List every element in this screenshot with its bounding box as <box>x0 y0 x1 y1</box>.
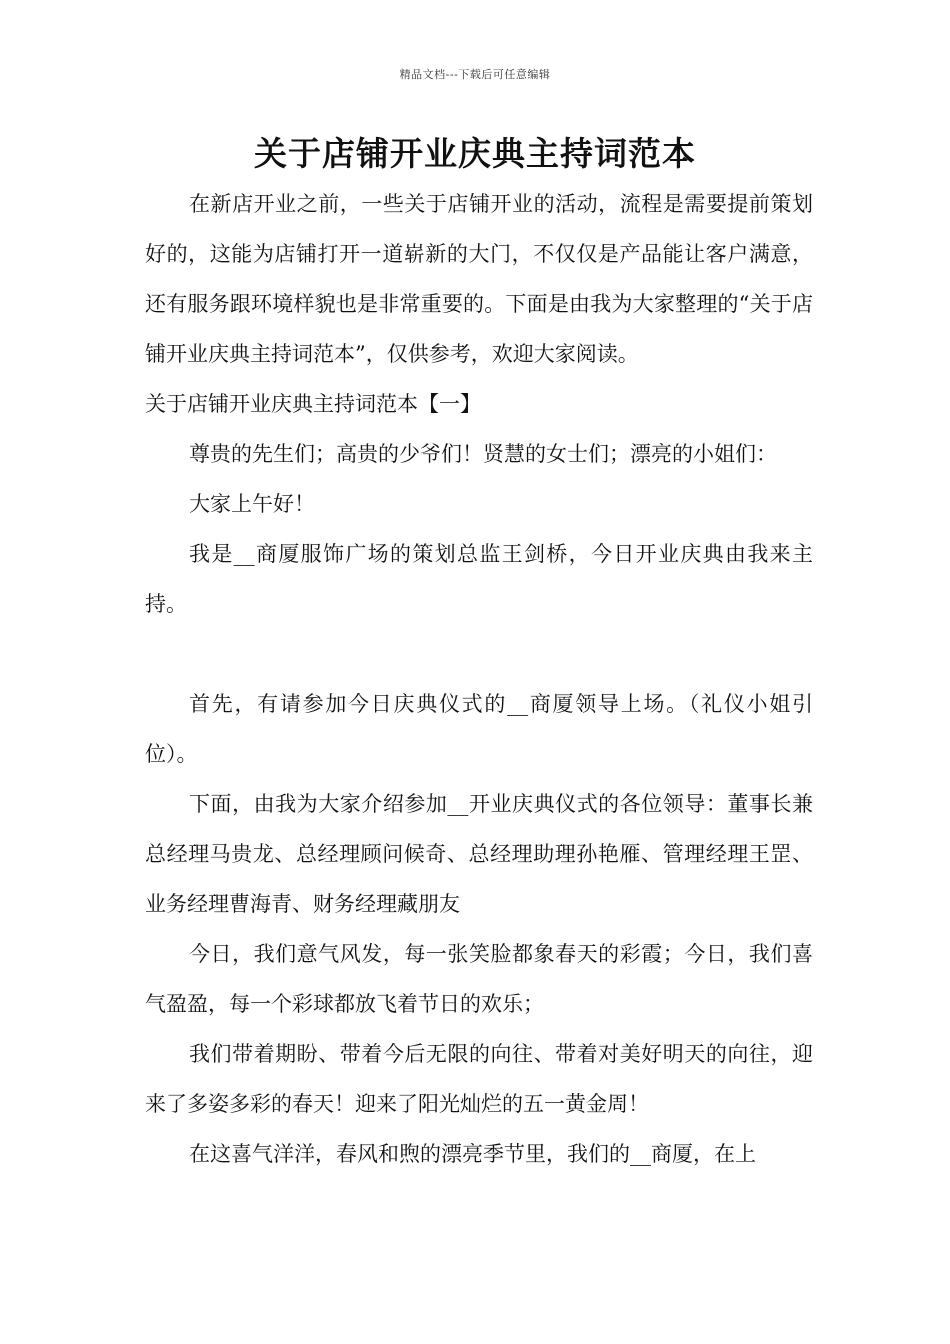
paragraph-expectations: 我们带着期盼、带着今后无限的向往、带着对美好明天的向往，迎来了多姿多彩的春天！迎来了阳光灿烂的五一黄金周！ <box>145 1042 813 1116</box>
paragraph-season: 在这喜气洋洋，春风和煦的漂亮季节里，我们的__商厦，在上 <box>189 1142 756 1166</box>
document-body <box>145 179 813 1179</box>
paragraph-intro: 在新店开业之前，一些关于店铺开业的活动，流程是需要提前策划好的，这能为店铺打开一道崭新的大门，不仅仅是产品能让客户满意，还有服务跟环境样貌也是非常重要的。下面是由我为大家整理的“关于店铺开业庆典主持词范本”，仅供参考，欢迎大家阅读。 <box>145 192 813 366</box>
paragraph-leader-list: 下面，由我为大家介绍参加__开业庆典仪式的各位领导：董事长兼总经理马贵龙、总经理顾问候奇、总经理助理孙艳雁、管理经理王罡、业务经理曹海青、财务经理藏朋友 <box>145 792 813 916</box>
document-title: 关于店铺开业庆典主持词范本 <box>254 134 696 173</box>
paragraph-host-intro: 我是__商厦服饰广场的策划总监王剑桥，今日开业庆典由我来主持。 <box>145 542 813 616</box>
section-heading: 关于店铺开业庆典主持词范本【一】 <box>145 392 481 416</box>
header-note: 精品文档---下载后可任意编辑 <box>399 68 551 81</box>
paragraph-invite-leaders: 首先，有请参加今日庆典仪式的__商厦领导上场。（礼仪小姐引位）。 <box>145 692 813 766</box>
paragraph-today: 今日，我们意气风发，每一张笑脸都象春天的彩霞；今日，我们喜气盈盈，每一个彩球都放飞着节日的欢乐； <box>145 942 813 1016</box>
paragraph-greeting: 尊贵的先生们；高贵的少爷们！贤慧的女士们；漂亮的小姐们： <box>189 442 777 466</box>
paragraph-good-morning: 大家上午好！ <box>189 492 315 516</box>
blank-line <box>145 629 813 679</box>
